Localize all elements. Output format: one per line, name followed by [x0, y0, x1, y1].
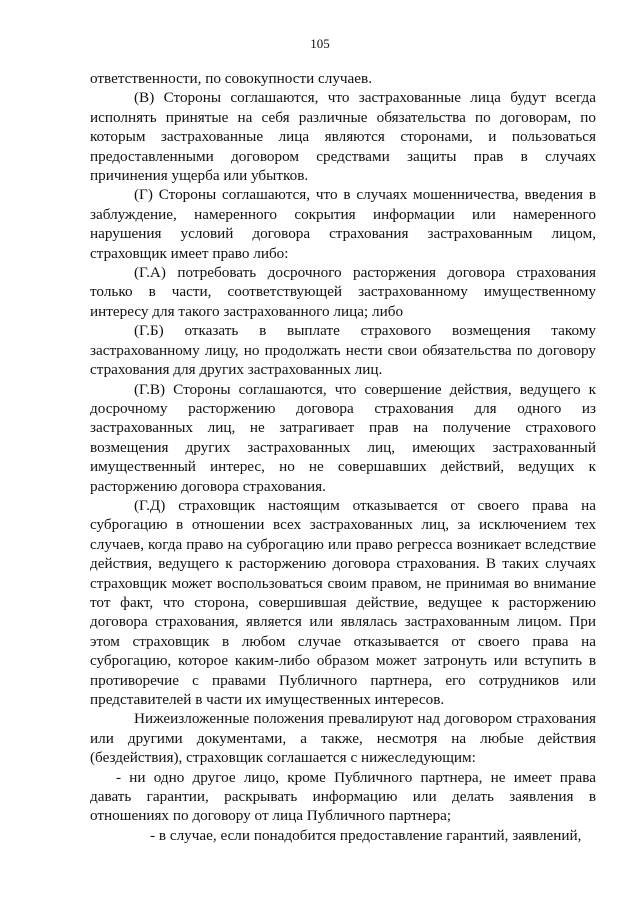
list-item: - ни одно другое лицо, кроме Публичного партнера, не имеет права давать гарантии, раскрывать информацию или делать заявления в отношениях по договору от лица Публичного партнера;	[90, 768, 596, 825]
paragraph-g-d: (Г.Д) страховщик настоящим отказывается от своего права на суброгацию в отношении всех застрахованных лиц, за исключением тех случаев, когда право на суброгацию или право регресса возникает вследствие действия, ведущего к расторжению договора страхования. В таких случаях страховщик может воспользоваться своим правом, не принимая во внимание тот факт, что сторона, совершившая действие, ведущее к расторжению договора страхования, является или являлась застрахованным лицом. При этом страховщик в любом случае отказывается от своего права на суброгацию, которое каким-либо образом может затронуть или вступить в противоречие с правами Публичного партнера, его сотрудников или представителей в части их имущественных интересов.	[90, 496, 596, 708]
document-body	[90, 69, 596, 845]
paragraph-g: (Г) Стороны соглашаются, что в случаях мошенничества, введения в заблуждение, намеренного сокрытия информации или намеренного нарушения условий договора страхования застрахованным лицом, страховщик имеет право либо:	[90, 186, 596, 262]
paragraph-provisions: Нижеизложенные положения превалируют над договором страхования или другими документами, а также, несмотря на любые действия (бездействия), страховщик соглашается с нижеследующим:	[90, 710, 596, 767]
paragraph-g-a: (Г.А) потребовать досрочного расторжения договора страхования только в части, соответствующей застрахованному имущественному интересу для такого застрахованного лица; либо	[90, 264, 596, 320]
paragraph-continuation: ответственности, по совокупности случаев.	[90, 70, 373, 87]
paragraph-v: (В) Стороны соглашаются, что застрахованные лица будут всегда исполнять принятые на себя различные обязательства по договорам, по которым застрахованные лица являются сторонами, и пользоваться предоставленными договором средствами защиты прав в случаях причинения ущерба или убытков.	[90, 89, 596, 185]
page-number: 105	[310, 36, 330, 51]
list-item: - в случае, если понадобится предоставление гарантий, заявлений,	[150, 826, 582, 844]
paragraph-g-v: (Г.В) Стороны соглашаются, что совершение действия, ведущего к досрочному расторжению договора страхования для одного из застрахованных лиц, не затрагивает прав на получение страхового возмещения других застрахованных лиц, имеющих застрахованный имущественный интерес, но не совершавших действий, ведущих к расторжению договора страхования.	[90, 380, 596, 495]
paragraph-g-b: (Г.Б) отказать в выплате страхового возмещения такому застрахованному лицу, но продолжать нести свои обязательства по договору страхования для других застрахованных лиц.	[90, 322, 596, 379]
